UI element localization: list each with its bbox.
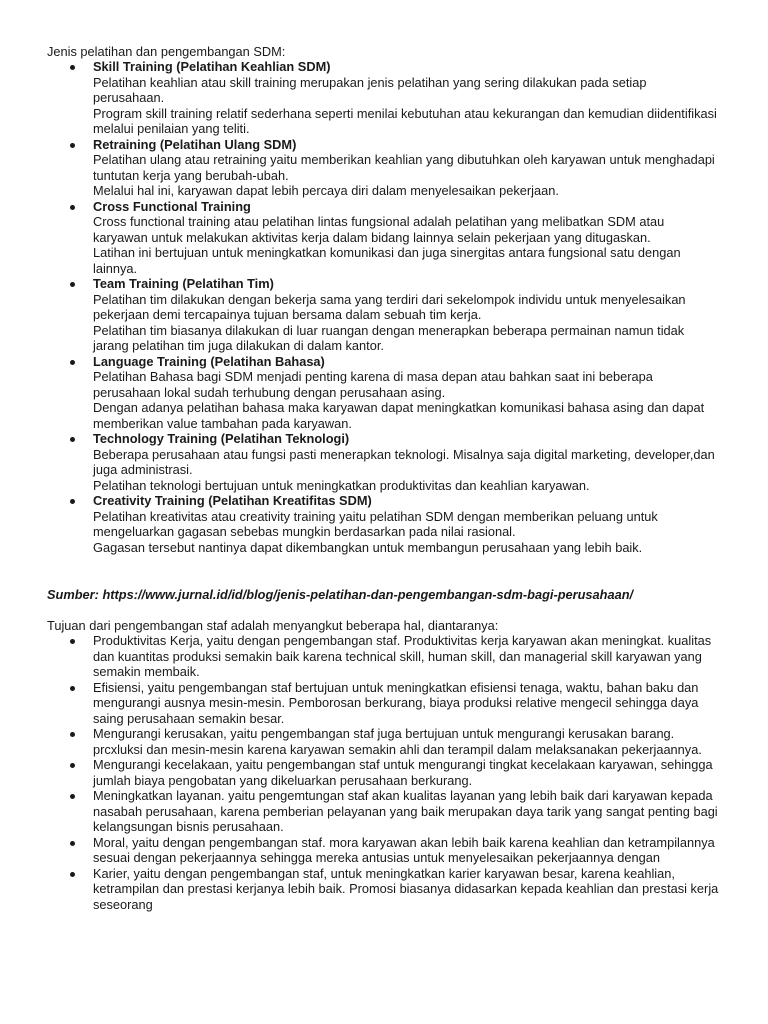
- training-paragraph: Gagasan tersebut nantinya dapat dikembangkan untuk membangun perusahaan yang lebih baik.: [93, 539, 643, 555]
- goal-item: [0, 680, 720, 727]
- goal-item: [0, 835, 720, 866]
- training-item-team: [0, 276, 720, 354]
- bullet-icon: [70, 65, 75, 70]
- training-paragraph: Pelatihan tim biasanya dilakukan di luar ruangan dengan menerapkan beberapa permainan namun tidak jarang pelatihan tim juga dilakukan di dalam kantor.: [93, 322, 685, 353]
- training-paragraph: Cross functional training atau pelatihan lintas fungsional adalah pelatihan yang melibatkan SDM atau karyawan untuk melakukan aktivitas kerja dalam bidang lainnya selain pekerjaan yang ditugaskan.: [93, 214, 665, 245]
- training-title: Technology Training (Pelatihan Teknologi): [93, 431, 350, 446]
- training-title: Retraining (Pelatihan Ulang SDM): [93, 136, 297, 152]
- goal-item: [0, 757, 720, 788]
- training-paragraph: Pelatihan ulang atau retraining yaitu memberikan keahlian yang dibutuhkan oleh karyawan untuk menghadapi tuntutan kerja yang berubah-ubah.: [93, 152, 715, 183]
- training-item-retraining: [0, 137, 720, 199]
- bullet-icon: [70, 282, 75, 287]
- training-title: Cross Functional Training: [93, 198, 251, 214]
- goal-text: Mengurangi kerusakan, yaitu pengembangan staf juga bertujuan untuk mengurangi kerusakan barang. prcxluksi dan mesin-mesin karena karyawan semakin ahli dan terampil dalam melaksanakan pekerjaannya.: [93, 726, 702, 757]
- goal-text: Produktivitas Kerja, yaitu dengan pengembangan staf. Produktivitas kerja karyawan akan meningkat. kualitas dan kuantitas produksi semakin baik karena technical skill, human skill, dan managerial skill karyawan yang semakin membaik.: [93, 633, 712, 679]
- bullet-icon: [70, 360, 75, 365]
- training-item-language: [0, 354, 720, 432]
- training-paragraph: Pelatihan teknologi bertujuan untuk meningkatkan produktivitas dan keahlian karyawan.: [93, 477, 590, 493]
- bullet-icon: [70, 639, 75, 644]
- training-item-technology: [0, 431, 720, 493]
- source-citation: Sumber: https://www.jurnal.id/id/blog/jenis-pelatihan-dan-pengembangan-sdm-bagi-perusahaan/: [47, 587, 634, 602]
- bullet-icon: [70, 686, 75, 691]
- training-paragraph: Pelatihan tim dilakukan dengan bekerja sama yang terdiri dari sekelompok individu untuk menyelesaikan pekerjaan demi tercapainya tujuan bersama dalam sebuah tim kerja.: [93, 291, 686, 322]
- goal-item: [0, 866, 720, 913]
- goal-item: [0, 726, 720, 757]
- bullet-icon: [70, 794, 75, 799]
- training-paragraph: Dengan adanya pelatihan bahasa maka karyawan dapat meningkatkan komunikasi bahasa asing dan dapat memberikan value tambahan pada karyawan.: [93, 400, 705, 431]
- bullet-icon: [70, 499, 75, 504]
- goals-intro: Tujuan dari pengembangan staf adalah menyangkut beberapa hal, diantaranya:: [47, 618, 499, 633]
- training-paragraph: Program skill training relatif sederhana seperti menilai kebutuhan atau kekurangan dan kemudian diidentifikasi melalui penilaian yang teliti.: [93, 105, 717, 136]
- bullet-icon: [70, 872, 75, 877]
- training-types-list: [0, 59, 720, 555]
- training-title: Creativity Training (Pelatihan Kreatifitas SDM): [93, 493, 372, 508]
- bullet-icon: [70, 437, 75, 442]
- training-paragraph: Beberapa perusahaan atau fungsi pasti menerapkan teknologi. Misalnya saja digital marketing, developer,dan juga administrasi.: [93, 446, 715, 477]
- bullet-icon: [70, 841, 75, 846]
- training-paragraph: Latihan ini bertujuan untuk meningkatkan komunikasi dan juga sinergitas antara fungsional satu dengan lainnya.: [93, 245, 681, 276]
- training-paragraph: Pelatihan kreativitas atau creativity training yaitu pelatihan SDM dengan memberikan peluang untuk mengeluarkan gagasan sebebas mungkin berdasarkan pada nilai rasional.: [93, 508, 658, 539]
- goal-item: [0, 633, 720, 680]
- goal-text: Moral, yaitu dengan pengembangan staf. mora karyawan akan lebih baik karena keahlian dan ketrampilannya sesuai dengan pekerjaannya sehingga mereka antusias untuk menyelesaikan pekerjaannya dengan: [93, 834, 715, 865]
- training-title: Skill Training (Pelatihan Keahlian SDM): [93, 59, 331, 74]
- training-title: Language Training (Pelatihan Bahasa): [93, 353, 325, 369]
- goal-item: [0, 788, 720, 835]
- bullet-icon: [70, 143, 75, 148]
- goal-text: Efisiensi, yaitu pengembangan staf bertujuan untuk meningkatkan efisiensi tenaga, waktu, bahan baku dan mengurangi ausnya mesin-mesin. Pemborosan berkurang, biaya produksi relative mengecil sehingga daya saing perusahaan semakin besar.: [93, 679, 699, 726]
- goal-text: Meningkatkan layanan. yaitu pengemtungan staf akan kualitas layanan yang lebih baik dari karyawan kepada nasabah perusahaan, karena pemberian pelayanan yang baik merupakan daya tarik yang sangat penting bagi kelangsungan bisnis perusahaan.: [93, 788, 718, 834]
- training-item-creativity: [0, 493, 720, 555]
- training-types-intro: Jenis pelatihan dan pengembangan SDM:: [47, 44, 286, 59]
- goal-text: Karier, yaitu dengan pengembangan staf, untuk meningkatkan karier karyawan besar, karena keahlian, ketrampilan dan prestasi kerjanya lebih baik. Promosi biasanya didasarkan kepada keahlian dan prestasi kerja seseorang: [93, 865, 719, 912]
- bullet-icon: [70, 205, 75, 210]
- goal-text: Mengurangi kecelakaan, yaitu pengembangan staf untuk mengurangi tingkat kecelakaan karyawan, sehingga jumlah biaya pengobatan yang dikeluarkan perusahaan berkurang.: [93, 757, 713, 788]
- bullet-icon: [70, 732, 75, 737]
- training-item-cross-functional: [0, 199, 720, 277]
- training-item-skill: [0, 59, 720, 137]
- training-title: Team Training (Pelatihan Tim): [93, 276, 274, 291]
- training-paragraph: Melalui hal ini, karyawan dapat lebih percaya diri dalam menyelesaikan pekerjaan.: [93, 183, 559, 198]
- training-paragraph: Pelatihan Bahasa bagi SDM menjadi penting karena di masa depan atau bahkan saat ini beberapa perusahaan lokal sudah terhubung dengan perusahaan asing.: [93, 369, 653, 400]
- goals-list: [0, 633, 720, 912]
- training-paragraph: Pelatihan keahlian atau skill training merupakan jenis pelatihan yang sering dilakukan pada setiap perusahaan.: [93, 74, 647, 105]
- bullet-icon: [70, 763, 75, 768]
